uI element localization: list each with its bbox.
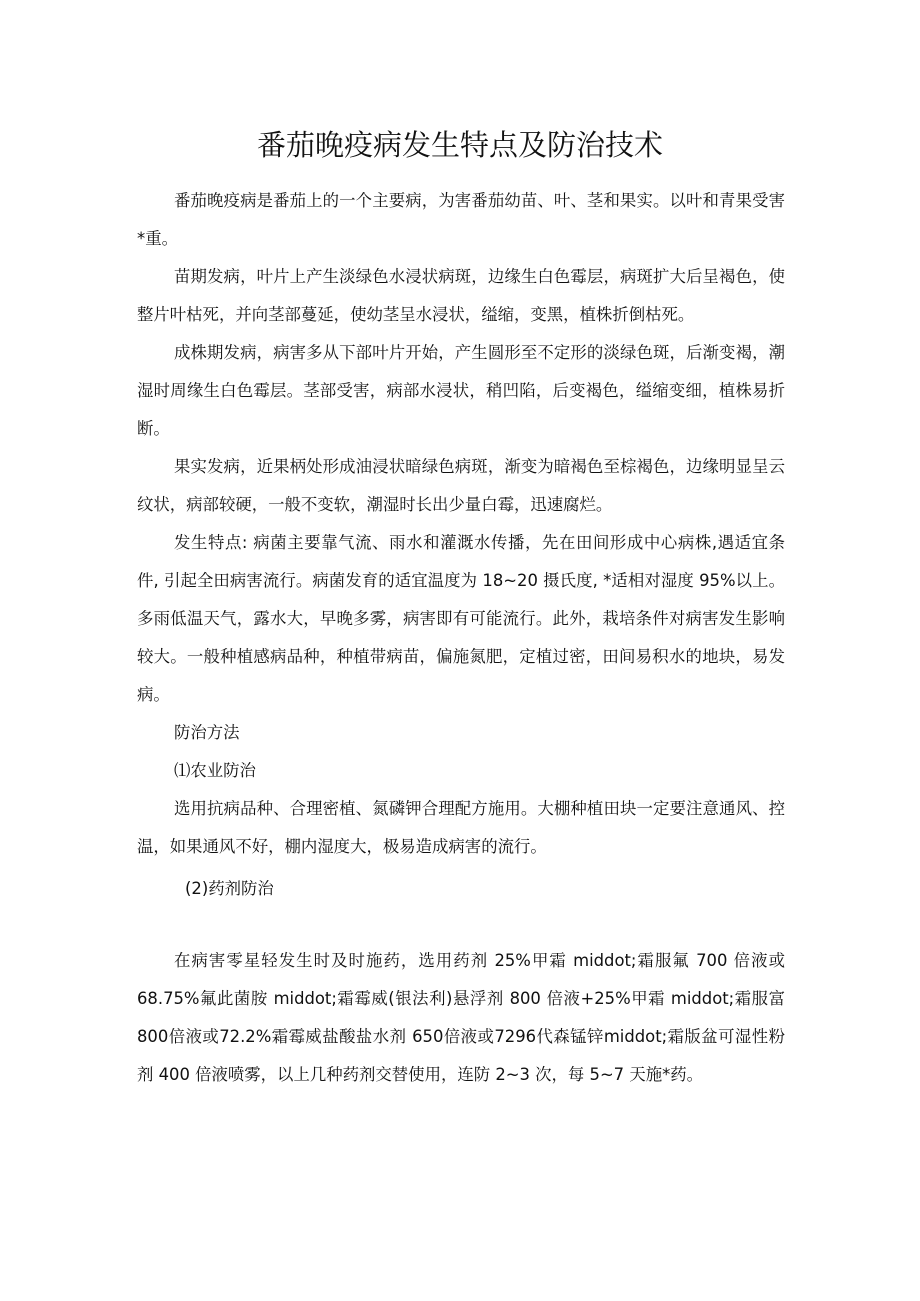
section-heading-control: 防治方法: [174, 723, 240, 742]
page-title: 番茄晚疫病发生特点及防治技术: [256, 128, 663, 162]
subheading-chemical: (2)药剂防治: [185, 879, 274, 898]
paragraph-chemical: 在病害零星轻发生时及时施药，选用药剂 25%甲霜 middot;霜服氟 700 倍液或 68.75%氟此菌胺 middot;霜霉威(银法利)悬浮剂 800 倍液+25%甲霜 middot;霜服富 800倍液或72.2%霜霉威盐酸盐水剂 650倍液或7296代森锰锌middot;霜版盆可湿性粉剂 400 倍液喷雾，以上几种药剂交替使用，连防 2~3 次，每 5~7 天施*药。: [137, 951, 785, 1084]
paragraph-seedling-stage: 苗期发病，叶片上产生淡绿色水浸状病斑，边缘生白色霉层，病斑扩大后呈褐色，使整片叶枯死，并向茎部蔓延，使幼茎呈水浸状，缢缩，变黑，植株折倒枯死。: [137, 267, 785, 324]
paragraph-adult-stage: 成株期发病，病害多从下部叶片开始，产生圆形至不定形的淡绿色斑，后渐变褐，潮湿时周缘生白色霉层。茎部受害，病部水浸状，稍凹陷，后变褐色，缢缩变细，植株易折断。: [137, 343, 785, 438]
subheading-agricultural: ⑴农业防治: [174, 761, 256, 780]
paragraph-occurrence: 发生特点: 病菌主要靠气流、雨水和灌溉水传播，先在田间形成中心病株,遇适宜条件, 引起全田病害流行。病菌发育的适宜温度为 18~20 摄氏度, *适相对湿度 95%以上。多雨低温天气，露水大，早晚多雾，病害即有可能流行。此外，栽培条件对病害发生影响较大。一般种植感病品种，种植带病苗，偏施氮肥，定植过密，田间易积水的地块，易发病。: [137, 533, 785, 704]
paragraph-fruit: 果实发病，近果柄处形成油浸状暗绿色病斑，渐变为暗褐色至棕褐色，边缘明显呈云纹状，病部较硬，一般不变软，潮湿时长出少量白霉，迅速腐烂。: [137, 457, 785, 514]
paragraph-agricultural: 选用抗病品种、合理密植、氮磷钾合理配方施用。大棚种植田块一定要注意通风、控温，如果通风不好，棚内湿度大，极易造成病害的流行。: [137, 799, 785, 856]
paragraph-intro: 番茄晚疫病是番茄上的一个主要病，为害番茄幼苗、叶、茎和果实。以叶和青果受害*重。: [137, 191, 785, 248]
document-body: [137, 182, 785, 1094]
